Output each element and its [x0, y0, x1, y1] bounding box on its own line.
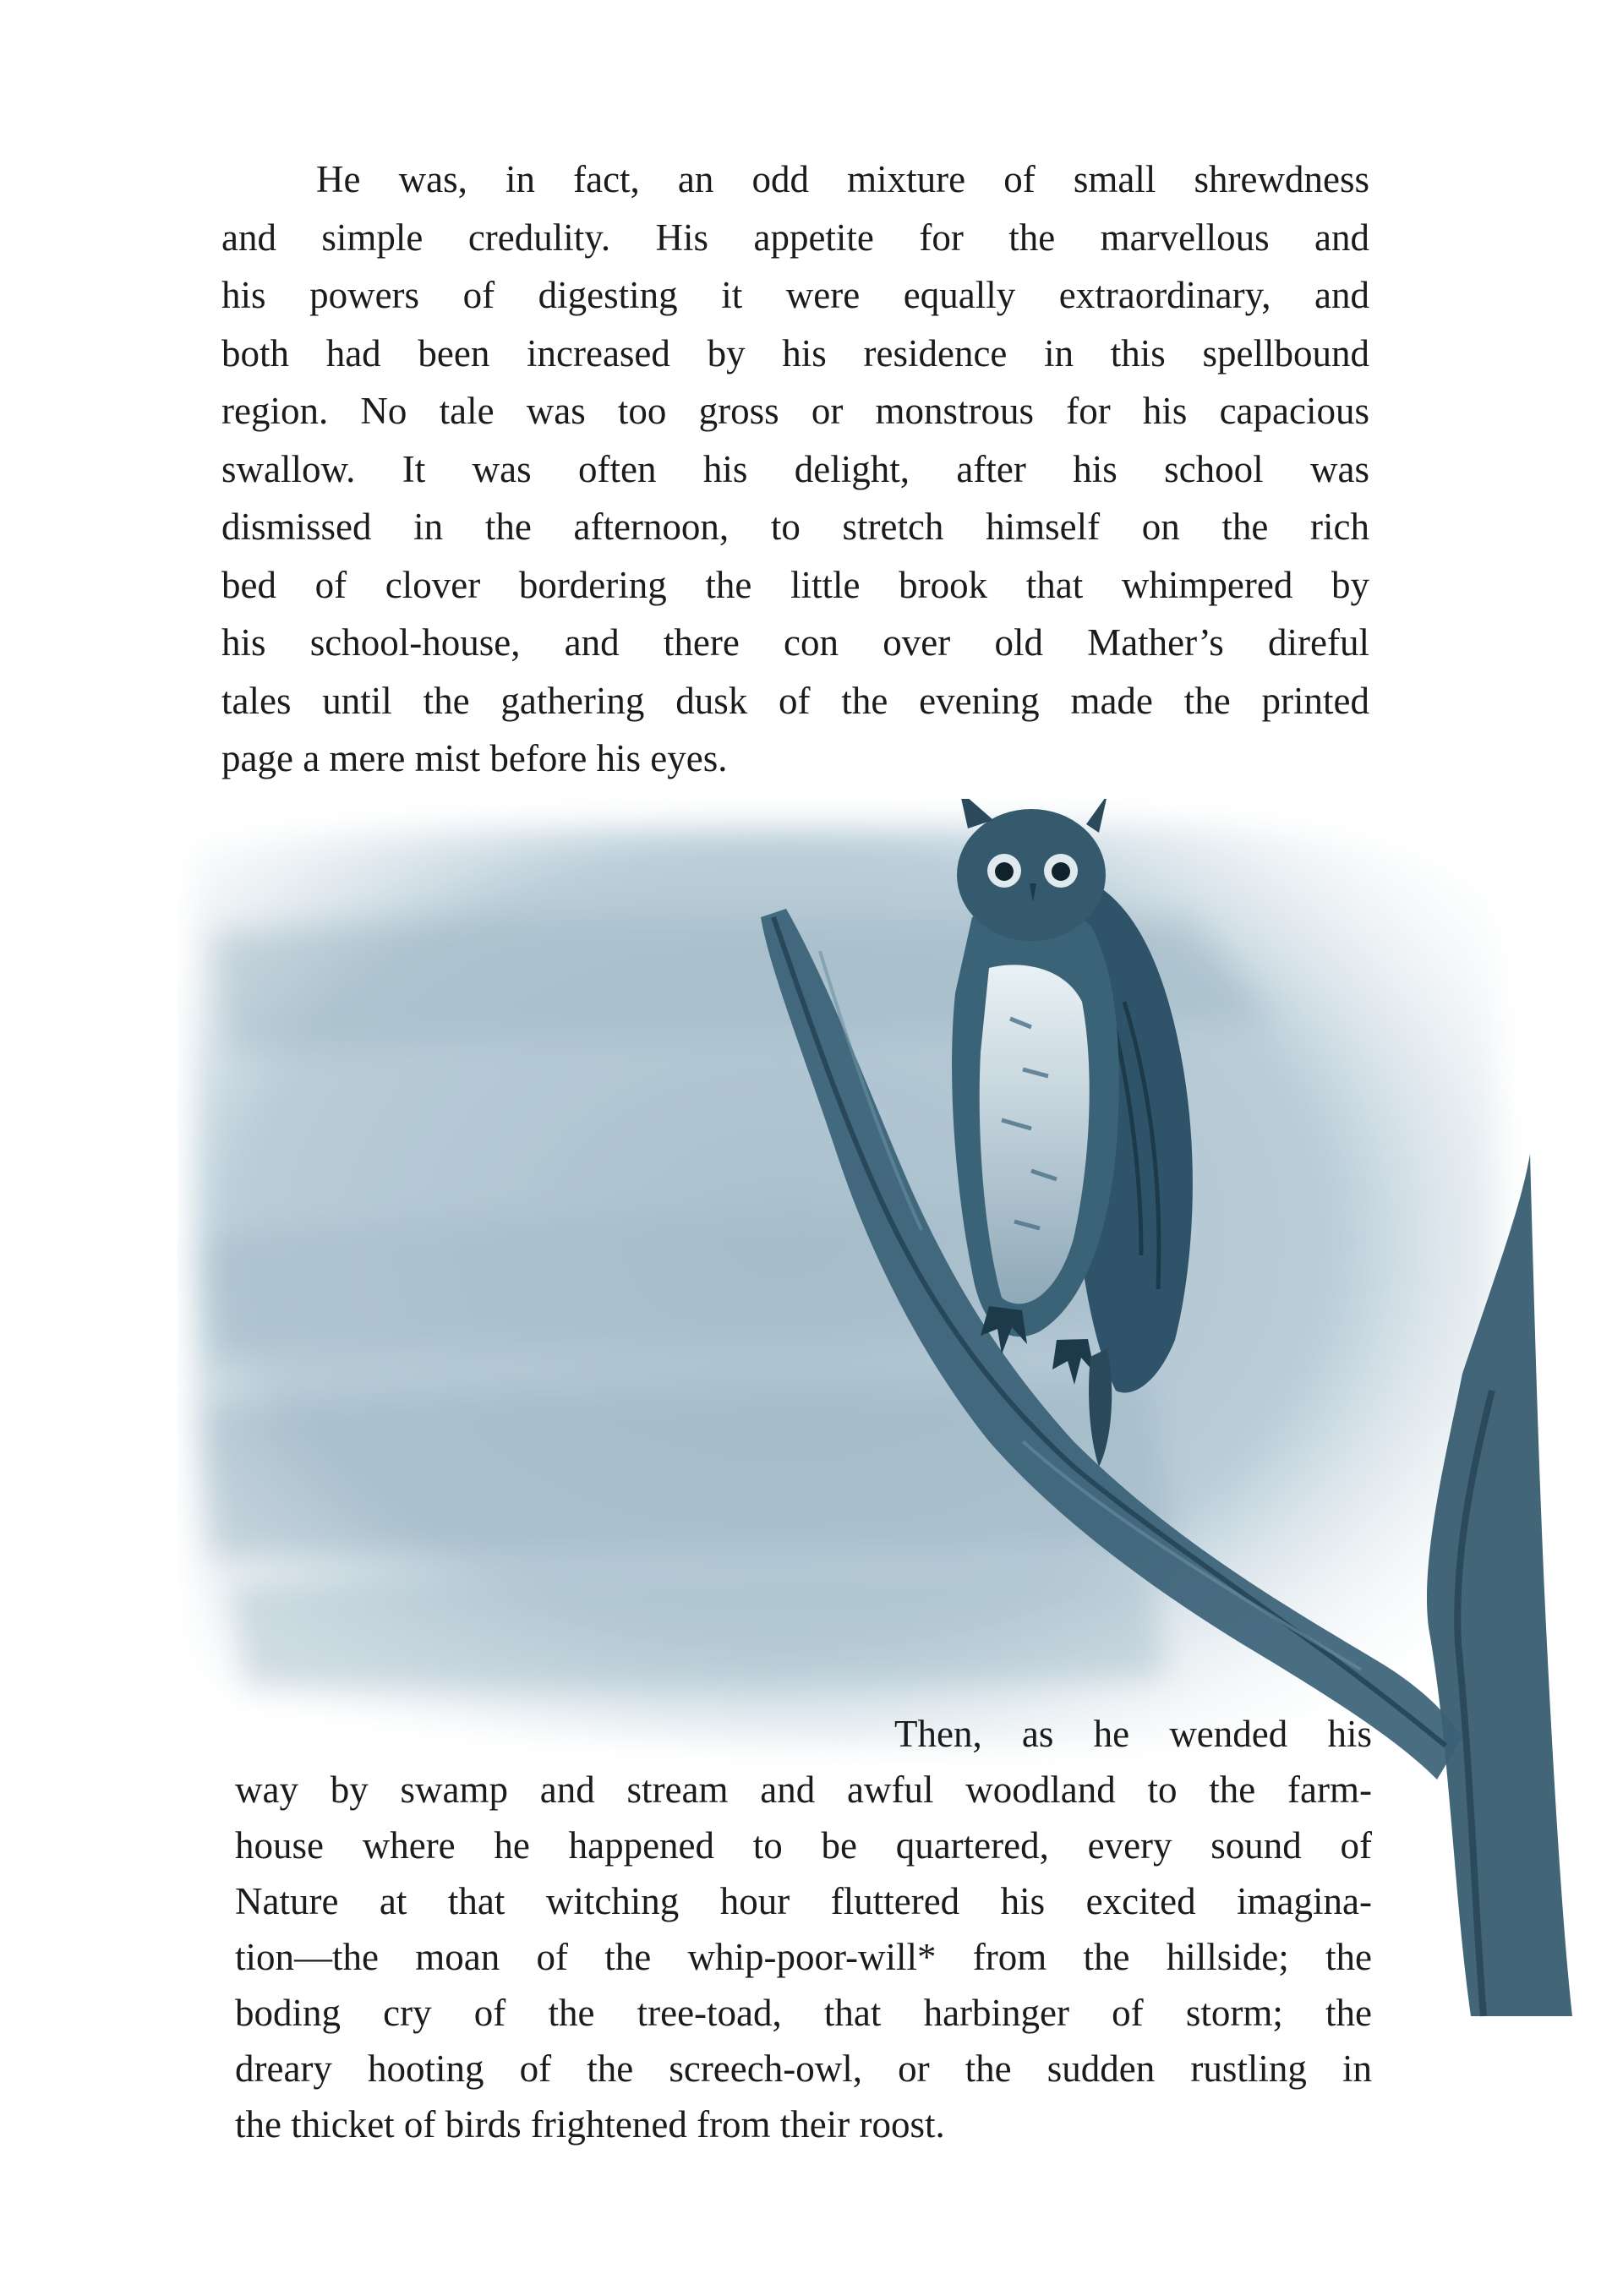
- text-line: boding cry of the tree-toad, that harbinger of storm; the: [235, 1992, 1372, 2034]
- text-line: Then, as he wended his: [894, 1713, 1372, 1755]
- text-line: Nature at that witching hour fluttered his excited imagina-: [235, 1880, 1372, 1922]
- text-line: and simple credulity. His appetite for the marvellous and: [221, 216, 1369, 259]
- text-line: swallow. It was often his delight, after his school was: [221, 447, 1369, 490]
- text-line: both had been increased by his residence in this spellbound: [221, 331, 1369, 374]
- watercolor-wash: [194, 824, 1505, 1746]
- text-line: the thicket of birds frightened from their roost.: [235, 2103, 945, 2146]
- paragraph-top: [221, 150, 1369, 788]
- text-line: tales until the gathering dusk of the evening made the printed: [221, 679, 1369, 722]
- text-line: page a mere mist before his eyes.: [221, 737, 728, 779]
- text-line: way by swamp and stream and awful woodland to the farm-: [235, 1768, 1372, 1811]
- text-line: house where he happened to be quartered, every sound of: [235, 1824, 1372, 1867]
- text-line: region. No tale was too gross or monstrous for his capacious: [221, 390, 1369, 432]
- text-line: tion—the moan of the whip-poor-will* from the hillside; the: [235, 1936, 1372, 1978]
- paragraph-bottom: [235, 1706, 1372, 2152]
- text-line: dismissed in the afternoon, to stretch himself on the rich: [221, 506, 1369, 548]
- text-line: He was, in fact, an odd mixture of small shrewdness: [316, 158, 1369, 200]
- text-line: his school-house, and there con over old Mather’s direful: [221, 621, 1369, 664]
- text-line: dreary hooting of the screech-owl, or the sudden rustling in: [235, 2047, 1372, 2090]
- text-line: bed of clover bordering the little brook that whimpered by: [221, 563, 1369, 606]
- text-line: his powers of digesting it were equally extraordinary, and: [221, 274, 1369, 316]
